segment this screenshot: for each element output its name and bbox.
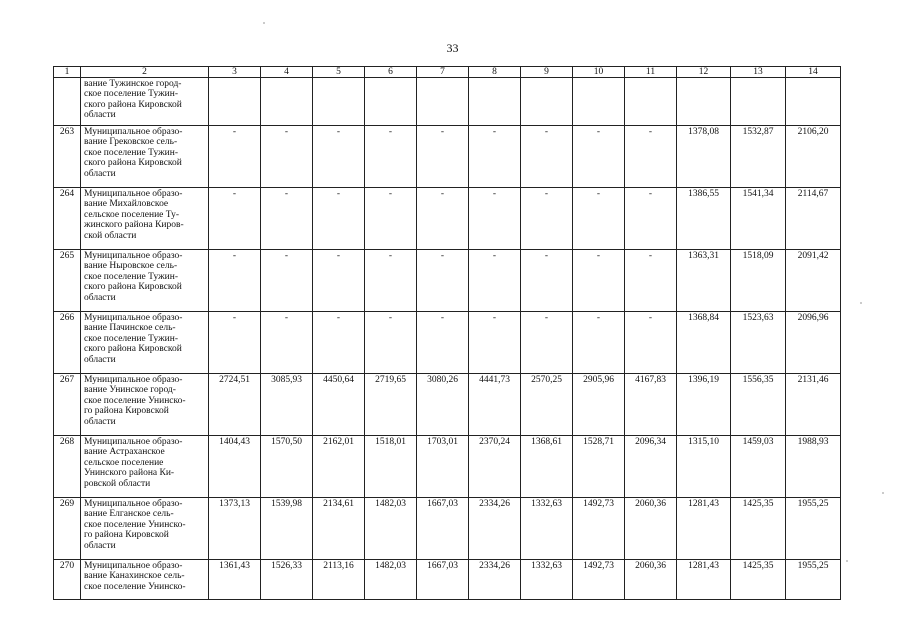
value-cell: - xyxy=(209,312,261,374)
value-cell: 1368,84 xyxy=(677,312,731,374)
column-header: 9 xyxy=(521,67,573,78)
value-cell: - xyxy=(417,188,469,250)
value-cell: 4167,83 xyxy=(625,374,677,436)
value-cell: 4450,64 xyxy=(313,374,365,436)
value-cell: 1955,25 xyxy=(786,498,841,560)
value-cell: 1404,43 xyxy=(209,436,261,498)
value-cell: 3080,26 xyxy=(417,374,469,436)
row-number: 270 xyxy=(54,560,81,600)
value-cell: - xyxy=(261,126,313,188)
value-cell xyxy=(313,78,365,126)
value-cell: 1363,31 xyxy=(677,250,731,312)
scan-speck xyxy=(860,302,862,304)
value-cell: - xyxy=(469,188,521,250)
scan-speck xyxy=(263,22,265,24)
value-cell: 1368,61 xyxy=(521,436,573,498)
value-cell: - xyxy=(365,188,417,250)
value-cell: 2091,42 xyxy=(786,250,841,312)
value-cell: 2060,36 xyxy=(625,498,677,560)
value-cell: - xyxy=(261,312,313,374)
value-cell: 2114,67 xyxy=(786,188,841,250)
column-header: 7 xyxy=(417,67,469,78)
value-cell: 1988,93 xyxy=(786,436,841,498)
table-row xyxy=(54,250,841,312)
value-cell: 1526,33 xyxy=(261,560,313,600)
tariff-table-container xyxy=(53,66,840,600)
column-header: 14 xyxy=(786,67,841,78)
column-header: 5 xyxy=(313,67,365,78)
value-cell: - xyxy=(521,250,573,312)
value-cell: 1556,35 xyxy=(731,374,786,436)
value-cell: 1459,03 xyxy=(731,436,786,498)
value-cell: 1667,03 xyxy=(417,560,469,600)
value-cell xyxy=(261,78,313,126)
municipality-name: Муниципальное образо- вание Унинское город- ское поселение Унинско- го района Кировской области xyxy=(81,374,209,436)
row-number xyxy=(54,78,81,126)
value-cell: 1361,43 xyxy=(209,560,261,600)
value-cell: 1386,55 xyxy=(677,188,731,250)
value-cell: 2162,01 xyxy=(313,436,365,498)
value-cell: 1518,09 xyxy=(731,250,786,312)
value-cell: - xyxy=(573,188,625,250)
row-number: 263 xyxy=(54,126,81,188)
value-cell: 1482,03 xyxy=(365,498,417,560)
value-cell: - xyxy=(521,188,573,250)
value-cell: 2724,51 xyxy=(209,374,261,436)
table-row xyxy=(54,560,841,600)
value-cell: 4441,73 xyxy=(469,374,521,436)
tariff-table xyxy=(53,66,841,600)
value-cell: 1315,10 xyxy=(677,436,731,498)
value-cell: - xyxy=(365,126,417,188)
table-body xyxy=(54,67,841,600)
value-cell: - xyxy=(625,250,677,312)
row-number: 264 xyxy=(54,188,81,250)
value-cell: - xyxy=(313,126,365,188)
row-number: 265 xyxy=(54,250,81,312)
value-cell: 2096,34 xyxy=(625,436,677,498)
municipality-name: вание Тужинское город- ское поселение Тужин- ского района Кировской области xyxy=(81,78,209,126)
column-header: 6 xyxy=(365,67,417,78)
row-number: 269 xyxy=(54,498,81,560)
value-cell: - xyxy=(521,126,573,188)
column-header: 4 xyxy=(261,67,313,78)
page-number: 33 xyxy=(446,41,459,55)
value-cell: 1425,35 xyxy=(731,560,786,600)
table-row xyxy=(54,374,841,436)
value-cell: 1482,03 xyxy=(365,560,417,600)
column-header: 12 xyxy=(677,67,731,78)
value-cell xyxy=(677,78,731,126)
municipality-name: Муниципальное образо- вание Астраханское сельское поселение Унинского района Ки- ровской области xyxy=(81,436,209,498)
value-cell: - xyxy=(313,312,365,374)
value-cell: 1541,34 xyxy=(731,188,786,250)
table-row xyxy=(54,126,841,188)
value-cell: 1703,01 xyxy=(417,436,469,498)
value-cell: 2570,25 xyxy=(521,374,573,436)
column-number-row xyxy=(54,67,841,78)
value-cell: - xyxy=(573,126,625,188)
value-cell: 1518,01 xyxy=(365,436,417,498)
value-cell: 2334,26 xyxy=(469,560,521,600)
municipality-name: Муниципальное образо- вание Елганское сель- ское поселение Унинско- го района Кировской области xyxy=(81,498,209,560)
value-cell: 2113,16 xyxy=(313,560,365,600)
value-cell: - xyxy=(365,250,417,312)
value-cell xyxy=(731,78,786,126)
value-cell: 1667,03 xyxy=(417,498,469,560)
value-cell: - xyxy=(365,312,417,374)
value-cell: 1332,63 xyxy=(521,560,573,600)
value-cell: - xyxy=(625,126,677,188)
municipality-name: Муниципальное образо- вание Грековское сель- ское поселение Тужин- ского района Кировской области xyxy=(81,126,209,188)
value-cell xyxy=(365,78,417,126)
municipality-name: Муниципальное образо- вание Пачинское сель- ское поселение Тужин- ского района Кировской области xyxy=(81,312,209,374)
value-cell: 1378,08 xyxy=(677,126,731,188)
column-header: 11 xyxy=(625,67,677,78)
value-cell: 2134,61 xyxy=(313,498,365,560)
value-cell: 2905,96 xyxy=(573,374,625,436)
scan-speck xyxy=(846,560,848,562)
value-cell: - xyxy=(625,188,677,250)
value-cell: 2131,46 xyxy=(786,374,841,436)
row-number: 268 xyxy=(54,436,81,498)
value-cell: - xyxy=(469,250,521,312)
value-cell: 2719,65 xyxy=(365,374,417,436)
column-header: 13 xyxy=(731,67,786,78)
value-cell xyxy=(521,78,573,126)
value-cell: - xyxy=(417,126,469,188)
value-cell: - xyxy=(313,188,365,250)
row-number: 267 xyxy=(54,374,81,436)
value-cell: - xyxy=(261,250,313,312)
value-cell: 1570,50 xyxy=(261,436,313,498)
value-cell xyxy=(786,78,841,126)
value-cell xyxy=(625,78,677,126)
value-cell: - xyxy=(417,312,469,374)
municipality-name: Муниципальное образо- вание Ныровское сель- ское поселение Тужин- ского района Кировской области xyxy=(81,250,209,312)
value-cell: 1332,63 xyxy=(521,498,573,560)
value-cell: 1528,71 xyxy=(573,436,625,498)
value-cell xyxy=(417,78,469,126)
value-cell xyxy=(469,78,521,126)
row-number: 266 xyxy=(54,312,81,374)
value-cell: 1396,19 xyxy=(677,374,731,436)
value-cell: - xyxy=(313,250,365,312)
value-cell: 2370,24 xyxy=(469,436,521,498)
value-cell: 1523,63 xyxy=(731,312,786,374)
table-row xyxy=(54,78,841,126)
value-cell: - xyxy=(209,188,261,250)
value-cell: 1492,73 xyxy=(573,560,625,600)
municipality-name: Муниципальное образо- вание Канахинское сель- ское поселение Унинско- xyxy=(81,560,209,600)
column-header: 3 xyxy=(209,67,261,78)
municipality-name: Муниципальное образо- вание Михайловское сельское поселение Ту- жинского района Киров- ской области xyxy=(81,188,209,250)
value-cell: - xyxy=(209,250,261,312)
value-cell: 1539,98 xyxy=(261,498,313,560)
value-cell xyxy=(573,78,625,126)
value-cell xyxy=(209,78,261,126)
value-cell: 2106,20 xyxy=(786,126,841,188)
value-cell: 3085,93 xyxy=(261,374,313,436)
value-cell: 1955,25 xyxy=(786,560,841,600)
scan-speck xyxy=(882,492,884,494)
value-cell: - xyxy=(209,126,261,188)
value-cell: - xyxy=(261,188,313,250)
table-row xyxy=(54,436,841,498)
value-cell: 1492,73 xyxy=(573,498,625,560)
value-cell: - xyxy=(625,312,677,374)
value-cell: 2334,26 xyxy=(469,498,521,560)
value-cell: 2096,96 xyxy=(786,312,841,374)
value-cell: 1532,87 xyxy=(731,126,786,188)
column-header: 10 xyxy=(573,67,625,78)
value-cell: - xyxy=(573,312,625,374)
value-cell: - xyxy=(521,312,573,374)
value-cell: 2060,36 xyxy=(625,560,677,600)
value-cell: 1281,43 xyxy=(677,498,731,560)
column-header: 2 xyxy=(81,67,209,78)
table-row xyxy=(54,312,841,374)
value-cell: 1281,43 xyxy=(677,560,731,600)
table-row xyxy=(54,498,841,560)
value-cell: - xyxy=(573,250,625,312)
value-cell: - xyxy=(417,250,469,312)
value-cell: - xyxy=(469,312,521,374)
column-header: 1 xyxy=(54,67,81,78)
value-cell: 1373,13 xyxy=(209,498,261,560)
value-cell: - xyxy=(469,126,521,188)
column-header: 8 xyxy=(469,67,521,78)
value-cell: 1425,35 xyxy=(731,498,786,560)
table-row xyxy=(54,188,841,250)
